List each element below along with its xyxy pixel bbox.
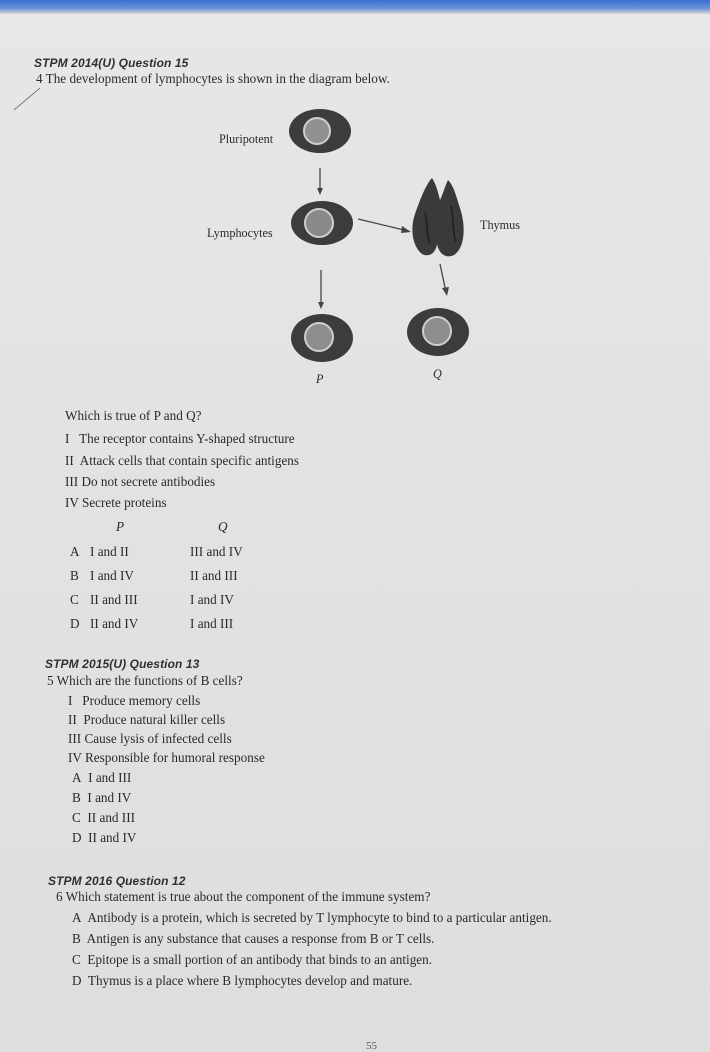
q5-statement-2	[68, 712, 225, 728]
statement-number: I	[65, 431, 70, 446]
statement-text: Attack cells that contain specific antigens	[79, 453, 300, 468]
lymphocyte-cell	[291, 201, 353, 245]
label-q: Q	[433, 367, 442, 381]
statement-text: Responsible for humoral response	[84, 750, 265, 765]
option-text: Antigen is any substance that causes a response from B or T cells.	[86, 931, 435, 946]
q6-option-c	[72, 952, 432, 968]
cell-p	[291, 314, 353, 362]
q4-source-header: STPM 2014(U) Question 15	[34, 56, 189, 70]
option-letter: D	[72, 830, 82, 845]
label-thymus: Thymus	[480, 218, 520, 232]
q4-option-a-q: III and IV	[190, 544, 243, 559]
q4-option-c-q: I and IV	[190, 592, 234, 607]
q6-option-a	[72, 910, 552, 926]
q4-option-c-p: II and III	[90, 592, 138, 607]
statement-text: Do not secrete antibodies	[81, 474, 216, 489]
statement-text: Secrete proteins	[81, 495, 167, 510]
q4-option-d-letter: D	[70, 616, 80, 631]
statement-number: I	[68, 693, 73, 708]
option-letter: D	[72, 973, 82, 988]
statement-text: Produce natural killer cells	[83, 712, 226, 727]
arrow-lymphocyte-to-p	[318, 270, 324, 309]
q4-option-b-letter: B	[70, 568, 79, 583]
q4-statement-4	[65, 495, 167, 511]
option-letter: A	[72, 910, 82, 925]
q6-stem-text: Which statement is true about the component of the immune system?	[65, 889, 431, 904]
q4-statement-3	[65, 474, 215, 490]
label-p: P	[316, 372, 324, 386]
option-text: I and IV	[87, 790, 132, 805]
option-text: Thymus is a place where B lymphocytes develop and mature.	[87, 973, 413, 988]
option-letter: C	[72, 952, 81, 967]
q4-statement-1	[65, 431, 295, 447]
q5-option-a	[72, 770, 131, 786]
q5-source-header: STPM 2015(U) Question 13	[45, 657, 200, 671]
statement-number: III	[68, 731, 82, 746]
q4-stem-text: The development of lymphocytes is shown in the diagram below.	[45, 71, 390, 86]
q5-statement-3	[68, 731, 232, 747]
q5-stem-text: Which are the functions of B cells?	[56, 673, 243, 688]
statement-number: III	[65, 474, 79, 489]
q5-statement-4	[68, 750, 265, 766]
q6-option-b	[72, 931, 434, 947]
statement-number: II	[65, 453, 74, 468]
arrow-pluripotent-to-lymphocyte	[317, 168, 323, 195]
q4-option-a-letter: A	[70, 544, 80, 559]
q4-option-b-q: II and III	[190, 568, 238, 583]
pen-mark	[14, 88, 40, 110]
q4-statement-2	[65, 453, 299, 469]
q4-col-header-q: Q	[218, 519, 228, 534]
q6-number: 6	[56, 889, 63, 904]
q4-option-a-p: I and II	[90, 544, 129, 559]
option-letter: C	[72, 810, 81, 825]
statement-number: II	[68, 712, 77, 727]
q4-number: 4	[36, 71, 43, 86]
q4-option-c-letter: C	[70, 592, 79, 607]
q4-col-header-p: P	[116, 519, 125, 534]
q5-option-d	[72, 830, 136, 846]
page-number: 55	[366, 1040, 377, 1052]
q5-statement-1	[68, 693, 200, 709]
q5-number: 5	[47, 673, 54, 688]
q4-option-d-q: I and III	[190, 616, 234, 631]
label-pluripotent: Pluripotent	[219, 132, 274, 146]
q5-option-c	[72, 810, 135, 826]
arrow-lymphocyte-to-thymus	[358, 219, 411, 233]
option-letter: A	[72, 770, 82, 785]
option-letter: B	[72, 790, 81, 805]
q5-option-b	[72, 790, 131, 806]
option-text: II and IV	[88, 830, 137, 845]
statement-number: IV	[68, 750, 82, 765]
q6-stem	[56, 889, 430, 905]
option-text: Antibody is a protein, which is secreted by T lymphocyte to bind to a particular antigen.	[87, 910, 552, 925]
option-text: I and III	[88, 770, 132, 785]
arrow-thymus-to-q	[440, 264, 449, 296]
q6-source-header: STPM 2016 Question 12	[48, 874, 186, 888]
statement-number: IV	[65, 495, 79, 510]
option-letter: B	[72, 931, 81, 946]
q4-question: Which is true of P and Q?	[65, 408, 202, 423]
option-text: II and III	[87, 810, 135, 825]
thymus-organ	[412, 178, 463, 256]
option-text: Epitope is a small portion of an antibody that binds to an antigen.	[87, 952, 433, 967]
statement-text: Produce memory cells	[82, 693, 201, 708]
statement-text: The receptor contains Y-shaped structure	[79, 431, 295, 446]
cell-q	[407, 308, 469, 356]
pluripotent-cell	[289, 109, 351, 153]
q4-option-b-p: I and IV	[90, 568, 134, 583]
q6-option-d	[72, 973, 412, 989]
q5-stem	[47, 673, 243, 689]
q4-option-d-p: II and IV	[90, 616, 139, 631]
statement-text: Cause lysis of infected cells	[84, 731, 232, 746]
label-lymphocytes: Lymphocytes	[207, 226, 273, 240]
